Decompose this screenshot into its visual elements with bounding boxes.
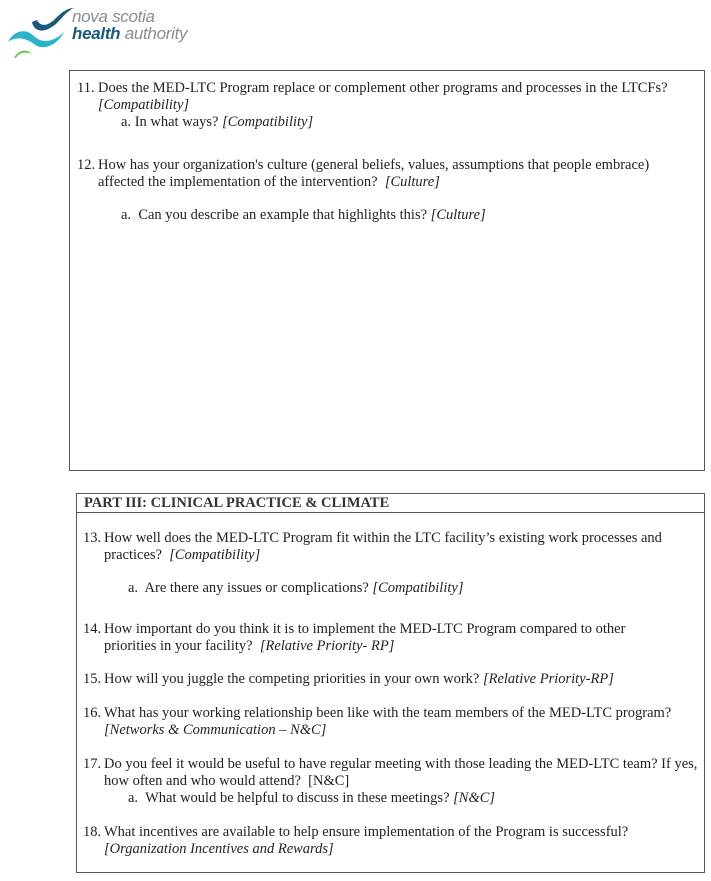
question-18 [83, 824, 683, 858]
question-12a [121, 207, 486, 224]
question-tag: [Networks & Communication – N&C] [104, 722, 327, 738]
sub-tag: [Compatibility] [372, 580, 464, 596]
sub-label: a. [128, 580, 139, 596]
question-11 [77, 80, 702, 114]
question-body [83, 621, 663, 655]
question-number: 15. [83, 671, 102, 687]
question-13 [83, 530, 695, 564]
question-tag: [Relative Priority-RP] [482, 671, 614, 687]
question-number: 14. [83, 621, 102, 637]
question-tag: [Compatibility] [169, 547, 261, 563]
question-text: How important do you think it is to implement the MED-LTC Program compared to other priorities in your facility? [104, 621, 626, 654]
question-12 [77, 157, 687, 191]
question-14 [83, 621, 663, 655]
question-text: How well does the MED-LTC Program fit within the LTC facility’s existing work processes and practices? [104, 530, 662, 563]
sub-tag: [Compatibility] [222, 114, 314, 130]
question-15 [83, 671, 698, 688]
question-number: 18. [83, 824, 102, 840]
question-tag: [Organization Incentives and Rewards] [104, 841, 334, 857]
logo-line-nova-scotia: nova scotia [72, 7, 155, 26]
question-text: What incentives are available to help ensure implementation of the Program is successful? [104, 824, 629, 840]
question-17 [83, 756, 703, 790]
logo-authority: authority [120, 24, 188, 43]
sub-text: In what ways? [134, 114, 219, 130]
question-tag: [Relative Priority- RP] [259, 638, 395, 654]
sub-label: a. [121, 207, 132, 223]
question-body [83, 756, 703, 790]
question-body [77, 80, 702, 114]
sub-text: What would be helpful to discuss in these meetings? [145, 790, 450, 806]
question-text: How will you juggle the competing priorities in your own work? [104, 671, 480, 687]
question-number: 11. [77, 80, 95, 96]
sub-text: Are there any issues or complications? [144, 580, 369, 596]
question-number: 13. [83, 530, 102, 546]
question-body [83, 671, 698, 688]
sub-label: a. [128, 790, 139, 806]
question-11a [121, 114, 313, 131]
sub-tag: [N&C] [453, 790, 496, 806]
question-number: 16. [83, 705, 102, 721]
question-number: 17. [83, 756, 102, 772]
question-text: Does the MED-LTC Program replace or complement other programs and processes in the LTCFs? [98, 80, 668, 96]
question-number: 12. [77, 157, 96, 173]
sub-tag: [Culture] [430, 207, 486, 223]
question-16 [83, 705, 703, 739]
logo-line-health-authority [72, 25, 187, 42]
question-body [77, 157, 687, 191]
question-13a [128, 580, 463, 597]
question-text: What has your working relationship been like with the team members of the MED-LTC program? [104, 705, 672, 721]
section-header: PART III: CLINICAL PRACTICE & CLIMATE [77, 494, 704, 513]
question-text: How has your organization's culture (general beliefs, values, assumptions that people embrace) affected the implementation of the intervention? [98, 157, 650, 190]
wave-logo-icon [4, 2, 74, 62]
logo-health: health [72, 24, 121, 43]
sub-label: a. [121, 114, 132, 130]
question-body [83, 824, 683, 858]
question-tag: [Compatibility] [98, 97, 190, 113]
question-17a [128, 790, 495, 807]
nsha-logo [0, 0, 250, 65]
question-body [83, 705, 703, 739]
question-body [83, 530, 695, 564]
logo-wordmark [72, 8, 187, 42]
sub-text: Can you describe an example that highlights this? [138, 207, 428, 223]
question-tag: [Culture] [384, 174, 440, 190]
question-text: Do you feel it would be useful to have regular meeting with those leading the MED-LTC team? If yes, how often and who would attend? [104, 756, 698, 789]
question-tag: [N&C] [308, 773, 350, 789]
